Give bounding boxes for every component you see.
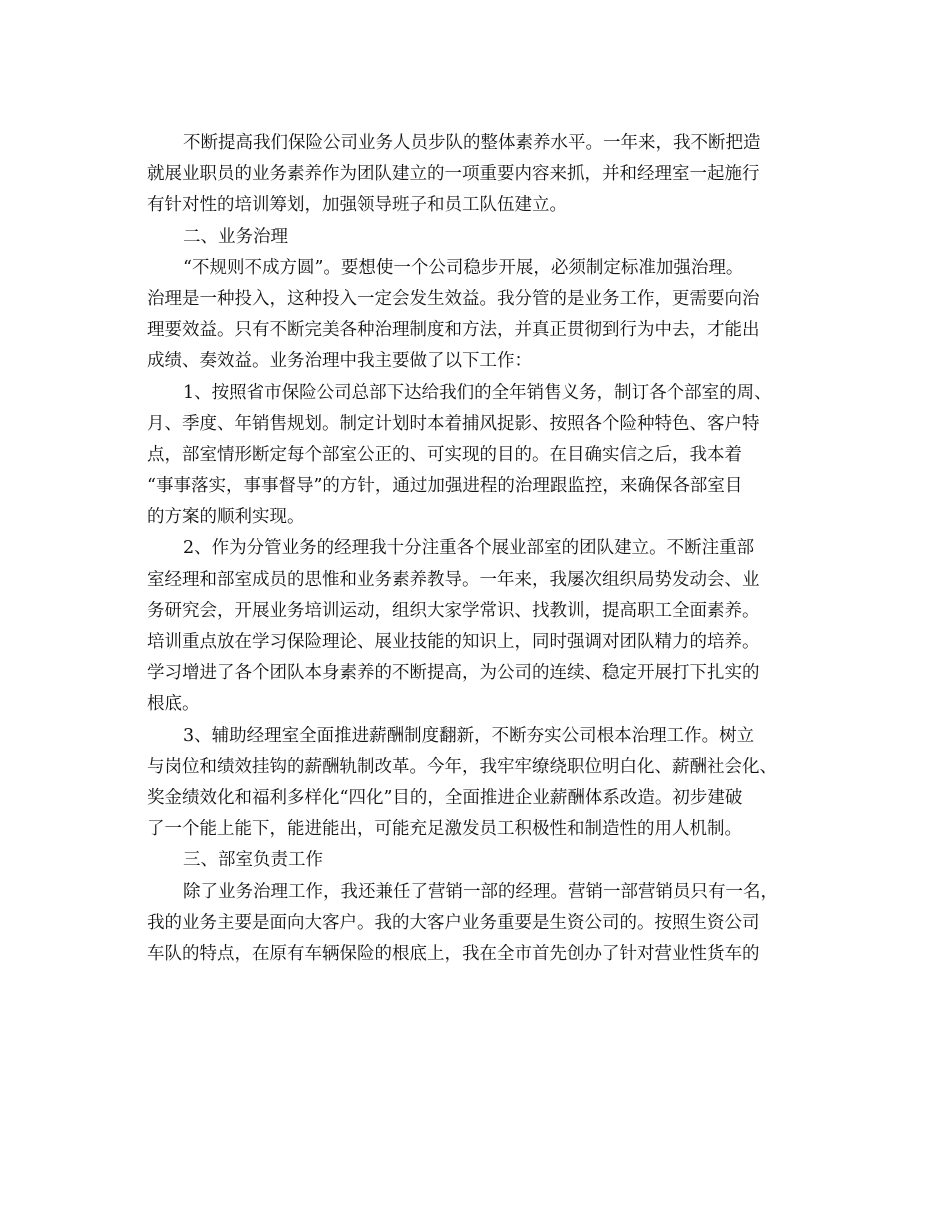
- text-line: 成绩、奏效益。业务治理中我主要做了以下工作：: [147, 351, 532, 372]
- text-line: 点，部室情形断定每个部室公正的、可实现的目的。在目确实信之后，我本着: [147, 444, 742, 465]
- text-line: 我的业务主要是面向大客户。我的大客户业务重要是生资公司的。按照生资公司: [147, 912, 760, 933]
- text-line: “不规则不成方圆”。要想使一个公司稳步开展，必须制定标准加强治理。: [183, 257, 744, 278]
- text-line: 3、辅助经理室全面推进薪酬制度翻新，不断夯实公司根本治理工作。树立: [183, 725, 755, 746]
- text-line: 了一个能上能下，能进能出，可能充足激发员工积极性和制造性的用人机制。: [147, 819, 742, 840]
- section-heading: 二、业务治理: [183, 226, 288, 247]
- text-line: 的方案的顺利实现。: [147, 507, 305, 528]
- text-line: 室经理和部室成员的思惟和业务素养教导。一年来，我屡次组织局势发动会、业: [147, 569, 760, 590]
- text-line: 除了业务治理工作，我还兼任了营销一部的经理。营销一部营销员只有一名，: [183, 881, 778, 902]
- text-line: 奖金绩效化和福利多样化“四化”目的，全面推进企业薪酬体系改造。初步建破: [147, 787, 743, 808]
- text-line: 月、季度、年销售规划。制定计划时本着捕风捉影、按照各个险种特色、客户特: [147, 413, 760, 434]
- text-line: 1、按照省市保险公司总部下达给我们的全年销售义务，制订各个部室的周、: [183, 382, 772, 403]
- text-line: 理要效益。只有不断完美各种治理制度和方法，并真正贯彻到行为中去，才能出: [147, 320, 760, 341]
- text-line: 学习增进了各个团队本身素养的不断提高，为公司的连续、稳定开展打下扎实的: [147, 663, 760, 684]
- text-line: 有针对性的培训筹划，加强领导班子和员工队伍建立。: [147, 195, 567, 216]
- text-line: 与岗位和绩效挂钩的薪酬轨制改革。今年，我牢牢缭绕职位明白化、薪酬社会化、: [147, 756, 777, 777]
- text-line: 车队的特点，在原有车辆保险的根底上，我在全市首先创办了针对营业性货车的: [147, 943, 760, 964]
- text-line: 治理是一种投入，这种投入一定会发生效益。我分管的是业务工作，更需要向治: [147, 288, 760, 309]
- text-line: 培训重点放在学习保险理论、展业技能的知识上，同时强调对团队精力的培养。: [147, 632, 760, 652]
- text-line: 根底。: [147, 694, 200, 715]
- text-line: “事事落实，事事督导”的方针，通过加强进程的治理跟监控，来确保各部室目: [147, 476, 743, 497]
- text-line: 务研究会，开展业务培训运动，组织大家学常识、找教训，提高职工全面素养。: [147, 600, 760, 621]
- text-line: 就展业职员的业务素养作为团队建立的一项重要内容来抓，并和经理室一起施行: [147, 164, 760, 185]
- section-heading: 三、部室负责工作: [183, 850, 323, 871]
- text-line: 2、作为分管业务的经理我十分注重各个展业部室的团队建立。不断注重部: [183, 538, 755, 559]
- document-body: [147, 128, 807, 970]
- text-line: 不断提高我们保险公司业务人员步队的整体素养水平。一年来，我不断把造: [183, 133, 761, 153]
